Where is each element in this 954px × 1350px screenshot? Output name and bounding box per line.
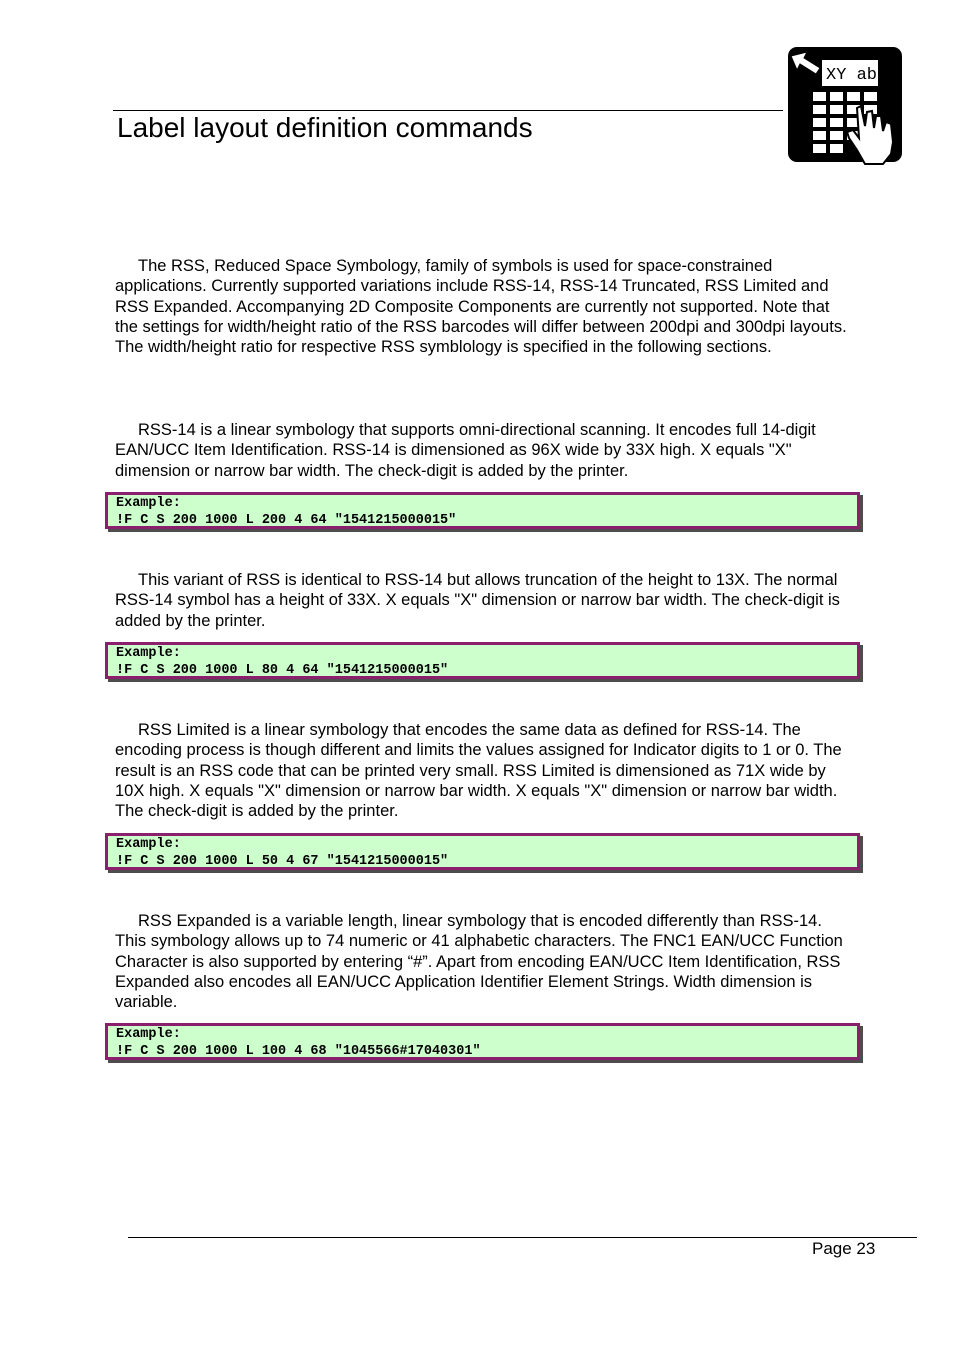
rss-expanded-example-box [105, 1023, 860, 1060]
example-label: Example: [116, 496, 181, 511]
example-label: Example: [116, 646, 181, 661]
rss-limited-paragraph: RSS Limited is a linear symbology that encodes the same data as defined for RSS-14. The encoding process is though different and limits the values assigned for Indicator digits to 1 or 0. The result is an RSS code that can be printed very small. RSS Limited is dimensioned as 71X wide by 10X high. X equals "X" dimension or narrow bar width. X equals "X" dimension or narrow bar width. The check-digit is added by the printer. [115, 721, 842, 821]
rss14-truncated-example-box [105, 642, 860, 679]
logo-text: XY ab [826, 66, 878, 85]
page-number: Page 23 [812, 1239, 876, 1258]
rss14-truncated-paragraph: This variant of RSS is identical to RSS-14 but allows truncation of the height to 13X. The normal RSS-14 symbol has a height of 33X. X equals "X" dimension or narrow bar width. The check-digit is added by the printer. [115, 571, 840, 630]
example-label: Example: [116, 1027, 181, 1042]
rss14-example-box [105, 492, 860, 529]
rss-expanded-paragraph: RSS Expanded is a variable length, linear symbology that is encoded differently than RSS-14. This symbology allows up to 74 numeric or 41 alphabetic characters. The FNC1 EAN/UCC Function Character is also supported by entering “#”. Apart from encoding EAN/UCC Item Identification, RSS Expanded also encodes all EAN/UCC Application Identifier Element Strings. Width dimension is variable. [115, 912, 843, 1012]
intro-paragraph: The RSS, Reduced Space Symbology, family of symbols is used for space-constrained applications. Currently supported variations include RSS-14, RSS-14 Truncated, RSS Limited and RSS Expanded. Accompanying 2D Composite Components are currently not supported. Note that the settings for width/height ratio of the RSS barcodes will differ between 200dpi and 300dpi layouts. The width/height ratio for respective RSS symblology is specified in the following sections. [115, 257, 847, 357]
example-code: !F C S 200 1000 L 80 4 64 "1541215000015" [116, 662, 449, 678]
keypad-hand-icon [787, 46, 905, 166]
example-label: Example: [116, 837, 181, 852]
footer-rule [128, 1237, 917, 1238]
example-code: !F C S 200 1000 L 100 4 68 "1045566#17040301" [116, 1043, 481, 1059]
example-code: !F C S 200 1000 L 50 4 67 "1541215000015" [116, 853, 449, 869]
rss-limited-example-box [105, 833, 860, 870]
example-code: !F C S 200 1000 L 200 4 64 "1541215000015" [116, 512, 457, 528]
page-title: Label layout definition commands [117, 112, 533, 143]
rss14-paragraph: RSS-14 is a linear symbology that supports omni-directional scanning. It encodes full 14-digit EAN/UCC Item Identification. RSS-14 is dimensioned as 96X wide by 33X high. X equals "X" dimension or narrow bar width. The check-digit is added by the printer. [115, 421, 816, 480]
